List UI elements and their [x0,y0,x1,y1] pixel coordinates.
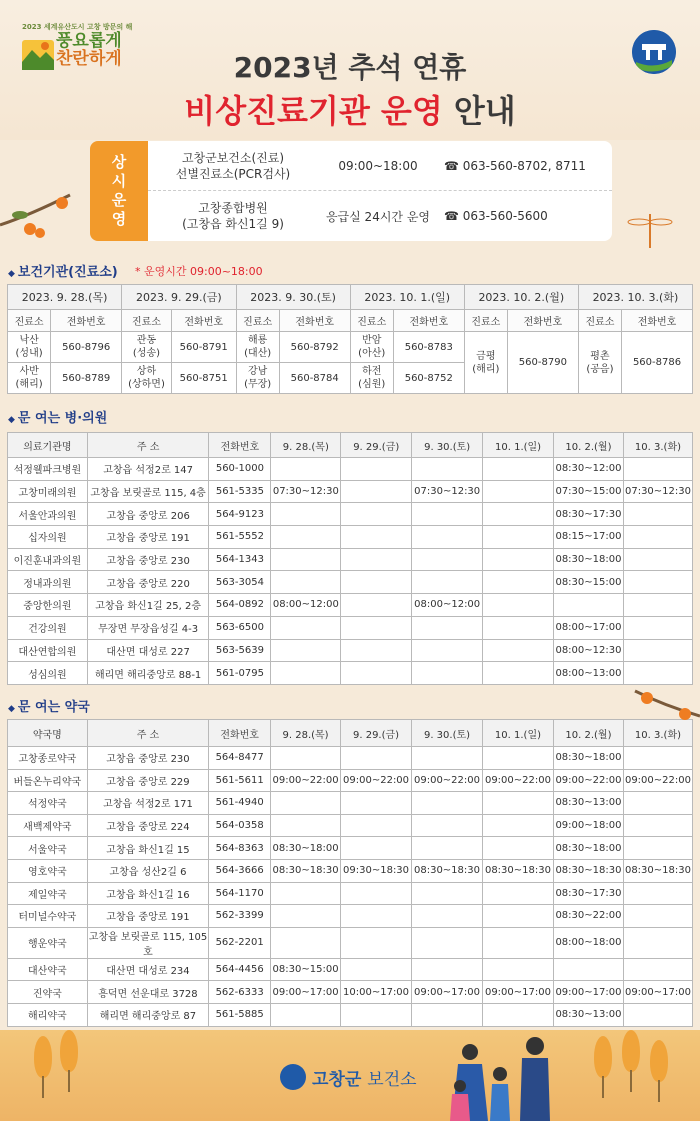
table-cell: 고창미래의원 [8,480,88,503]
table-cell [341,905,412,928]
table-cell [623,905,692,928]
table-cell [483,480,554,503]
table-cell [412,616,483,639]
table-row [8,792,693,815]
table-cell: 고창읍 중앙로 191 [87,526,209,549]
table-cell [623,526,692,549]
table-row [8,747,693,770]
event-big-text-1: 풍요롭게 [56,31,122,51]
table-cell [623,571,692,594]
table-cell: 고창읍 보릿골로 115, 4층 [87,480,209,503]
table-cell: 고창읍 화신1길 25, 2층 [87,594,209,617]
table-cell: 행운약국 [8,927,88,958]
persimmon-branch-icon [625,686,700,726]
table-row [8,1003,693,1026]
table-row [8,882,693,905]
table-row [8,814,693,837]
footer-org-sub: 보건소 [367,1069,417,1090]
table-cell [271,503,341,526]
table-row [8,503,693,526]
column-header: 10. 2.(월) [553,433,623,458]
table-cell [623,662,692,685]
table-cell [271,792,341,815]
table-cell: 08:30~18:00 [553,747,623,770]
table-cell: 무장면 무장읍성길 4-3 [87,616,209,639]
operating-hours-note: * 운영시간 09:00~18:00 [135,265,263,278]
table-cell: 07:30~15:00 [553,480,623,503]
table-cell [341,958,412,981]
column-header: 9. 30.(토) [412,720,483,747]
table-cell: 08:30~13:00 [553,1003,623,1026]
table-cell: 십자의원 [8,526,88,549]
table-cell [271,662,341,685]
table-cell [341,594,412,617]
table-cell: 09:00~17:00 [271,981,341,1004]
table-cell: 564-4456 [209,958,271,981]
table-cell [341,1003,412,1026]
table-cell [482,814,553,837]
table-cell [623,503,692,526]
page-title-black: 안내 [442,92,516,130]
table-cell: 고창읍 중앙로 230 [87,747,209,770]
facility-phone: ☎ 063-560-5600 [444,209,548,223]
table-cell [412,837,483,860]
table-row [8,639,693,662]
table-row [8,526,693,549]
tree-trunk [630,1070,632,1092]
table-cell [623,1003,692,1026]
table-cell: 대산면 대성로 227 [87,639,209,662]
table-cell: 석정약국 [8,792,88,815]
table-cell [623,747,692,770]
table-cell: 성심의원 [8,662,88,685]
column-header: 10. 1.(일) [482,720,553,747]
column-header: 10. 2.(월) [553,720,623,747]
table-row: 낙산 (성내) 560-8796 관동 (성송) 560-8791 해룡 (대산) 560-8792 반암 (아산) 560-8783 금평 (해리) 560-8790 평촌 (공음) 560-8786 [8,332,693,363]
section-title-clinics: ◆ 문 여는 병·의원 [8,411,108,426]
table-cell [482,837,553,860]
table-cell: 버들온누리약국 [8,769,88,792]
table-header-row: 2023. 9. 28.(목) 2023. 9. 29.(금) 2023. 9. 30.(토) 2023. 10. 1.(일) 2023. 10. 2.(월) 2023. 10. 3.(화) [8,285,693,310]
table-cell: 흥덕면 선운대로 3728 [87,981,209,1004]
column-header: 주 소 [87,433,209,458]
table-row [8,837,693,860]
persimmon-branch-icon [0,185,80,255]
table-cell: 09:00~22:00 [341,769,412,792]
table-cell: 08:00~18:00 [553,927,623,958]
facility-name: 고창종합병원 (고창읍 화신1길 9) [182,201,284,231]
table-cell: 09:00~22:00 [482,769,553,792]
page-title-line2 [0,86,700,132]
always-open-box [90,141,612,241]
table-cell: 10:00~17:00 [341,981,412,1004]
table-cell: 09:00~22:00 [412,769,483,792]
always-open-tag [90,141,148,241]
table-cell: 고창읍 중앙로 191 [87,905,209,928]
table-cell: 562-3399 [209,905,271,928]
table-cell [341,814,412,837]
always-open-row [148,141,612,191]
clinic-table [7,432,693,685]
table-cell: 563-3054 [209,571,271,594]
table-cell: 09:00~17:00 [412,981,483,1004]
table-cell: 08:30~18:30 [553,859,623,882]
table-cell [271,814,341,837]
table-cell: 08:30~18:30 [482,859,553,882]
table-cell [412,958,483,981]
tree-icon [60,1030,78,1072]
table-row [8,905,693,928]
table-cell: 고창읍 보릿골로 115, 105호 [87,927,209,958]
table-cell: 09:00~17:00 [553,981,623,1004]
table-cell [271,548,341,571]
column-header: 전화번호 [209,433,271,458]
tree-icon [34,1036,52,1078]
family-illustration-icon [440,1030,560,1121]
table-cell [271,571,341,594]
table-cell: 07:30~12:30 [412,480,483,503]
table-cell [483,548,554,571]
table-cell [623,927,692,958]
event-small-text: 2023 세계유산도시 고창 방문의 해 [22,23,133,31]
table-cell [412,548,483,571]
table-cell: 08:30~18:30 [623,859,692,882]
column-header: 10. 3.(화) [623,720,692,747]
table-cell [412,814,483,837]
table-cell [341,747,412,770]
table-row [8,662,693,685]
table-cell: 564-3666 [209,859,271,882]
table-cell: 대산연합의원 [8,639,88,662]
table-cell [623,458,692,481]
section-title-health-centers: ◆ 보건기관(진료소) [8,265,118,280]
table-cell [483,594,554,617]
table-cell: 08:30~15:00 [553,571,623,594]
table-cell: 08:00~12:30 [553,639,623,662]
table-cell [412,526,483,549]
table-cell [341,480,412,503]
tag-char: 시 [111,172,127,190]
table-row: 사반 (해리) 560-8789 상하 (상하면) 560-8751 강남 (무장) 560-8784 하전 (심원) 560-8752 [8,363,693,394]
table-cell [271,526,341,549]
table-cell: 08:30~17:30 [553,503,623,526]
table-cell: 08:00~13:00 [553,662,623,685]
table-cell [412,792,483,815]
table-cell: 08:30~18:00 [553,548,623,571]
table-cell [482,882,553,905]
tag-char: 운 [111,191,127,209]
table-cell [271,747,341,770]
table-row [8,769,693,792]
health-center-table [7,284,693,394]
table-cell [623,814,692,837]
table-cell [482,792,553,815]
table-cell: 새백제약국 [8,814,88,837]
table-cell [412,662,483,685]
event-big-text-2: 찬란하게 [56,49,122,69]
table-cell: 08:00~17:00 [553,616,623,639]
table-cell [623,548,692,571]
table-cell: 해리약국 [8,1003,88,1026]
table-cell: 562-2201 [209,927,271,958]
table-cell: 07:30~12:30 [623,480,692,503]
table-cell [623,639,692,662]
table-cell: 09:00~22:00 [553,769,623,792]
table-cell: 09:00~22:00 [623,769,692,792]
table-cell [271,927,341,958]
column-header: 9. 29.(금) [341,720,412,747]
tag-char: 상 [111,153,127,171]
table-cell: 08:30~18:30 [412,859,483,882]
table-cell [483,526,554,549]
column-header: 약국명 [8,720,88,747]
table-cell: 562-6333 [209,981,271,1004]
table-cell [341,792,412,815]
table-cell: 진약국 [8,981,88,1004]
table-cell: 고창읍 화신1길 16 [87,882,209,905]
table-cell: 서울약국 [8,837,88,860]
pharmacy-table [7,719,693,1027]
table-cell: 08:30~15:00 [271,958,341,981]
tree-icon [622,1030,640,1072]
table-cell: 08:30~12:00 [553,458,623,481]
table-cell: 08:30~18:30 [271,859,341,882]
table-cell [271,905,341,928]
table-cell [341,548,412,571]
table-cell [553,594,623,617]
tree-trunk [68,1070,70,1092]
table-header-row [8,720,693,747]
table-cell [623,594,692,617]
table-cell [482,747,553,770]
tree-trunk [658,1080,660,1102]
dragonfly-icon [625,210,675,250]
table-cell [412,639,483,662]
table-cell [482,1003,553,1026]
table-cell: 564-9123 [209,503,271,526]
table-cell: 08:30~22:00 [553,905,623,928]
table-row [8,548,693,571]
table-cell [341,526,412,549]
table-cell [341,662,412,685]
table-cell: 고창읍 중앙로 230 [87,548,209,571]
table-cell [271,882,341,905]
table-cell [623,882,692,905]
table-cell: 영호약국 [8,859,88,882]
table-cell [412,458,483,481]
table-cell [341,616,412,639]
table-cell: 08:30~17:30 [553,882,623,905]
column-header: 9. 30.(토) [412,433,483,458]
table-cell: 08:30~18:00 [553,837,623,860]
table-cell: 터미널수약국 [8,905,88,928]
table-cell: 08:00~12:00 [271,594,341,617]
table-row [8,594,693,617]
table-cell: 561-5552 [209,526,271,549]
table-cell: 564-1343 [209,548,271,571]
table-cell [271,458,341,481]
table-cell [412,1003,483,1026]
table-row [8,958,693,981]
column-header: 전화번호 [209,720,271,747]
table-cell [483,616,554,639]
table-cell [623,837,692,860]
table-cell: 561-5611 [209,769,271,792]
table-cell: 07:30~12:30 [271,480,341,503]
table-cell [271,639,341,662]
table-cell: 561-0795 [209,662,271,685]
table-cell: 563-6500 [209,616,271,639]
table-cell: 08:15~17:00 [553,526,623,549]
table-cell: 제일약국 [8,882,88,905]
table-cell [341,639,412,662]
table-cell [483,458,554,481]
facility-hours: 응급실 24시간 운영 [325,209,431,224]
table-cell: 해리면 해리중앙로 88-1 [87,662,209,685]
table-row [8,981,693,1004]
table-cell [623,792,692,815]
table-cell [271,1003,341,1026]
column-header: 10. 3.(화) [623,433,692,458]
table-cell [412,905,483,928]
footer-logo [280,1063,417,1091]
table-cell: 08:00~12:00 [412,594,483,617]
tree-icon [650,1040,668,1082]
table-cell: 대산면 대성로 234 [87,958,209,981]
column-header: 9. 28.(목) [271,433,341,458]
page-title-red: 비상진료기관 운영 [184,92,443,130]
table-cell [623,958,692,981]
table-cell: 고창읍 중앙로 224 [87,814,209,837]
table-cell: 정내과의원 [8,571,88,594]
table-cell [482,958,553,981]
tree-trunk [42,1076,44,1098]
table-cell [341,927,412,958]
table-cell [623,616,692,639]
table-cell [483,571,554,594]
table-cell: 고창읍 화신1길 15 [87,837,209,860]
table-cell [341,882,412,905]
table-cell: 564-1170 [209,882,271,905]
gochang-emblem-icon [280,1064,306,1090]
table-cell [412,571,483,594]
always-open-row [148,191,612,241]
table-cell [483,639,554,662]
table-cell: 석정웰파크병원 [8,458,88,481]
table-cell: 이진훈내과의원 [8,548,88,571]
table-cell: 09:00~17:00 [482,981,553,1004]
table-cell: 09:30~18:30 [341,859,412,882]
table-row [8,927,693,958]
table-cell [341,503,412,526]
footer-org-name: 고창군 [312,1069,362,1090]
table-cell: 564-0892 [209,594,271,617]
table-cell [553,958,623,981]
table-cell [412,747,483,770]
table-row [8,859,693,882]
table-subheader-row: 진료소 전화번호 진료소 전화번호 진료소 전화번호 진료소 전화번호 진료소 전화번호 진료소 전화번호 [8,310,693,332]
table-cell: 09:00~17:00 [623,981,692,1004]
column-header: 9. 29.(금) [341,433,412,458]
table-cell: 08:30~13:00 [553,792,623,815]
table-cell: 08:30~18:00 [271,837,341,860]
table-cell [483,662,554,685]
table-cell: 서울안과의원 [8,503,88,526]
table-cell: 09:00~18:00 [553,814,623,837]
table-cell: 대산약국 [8,958,88,981]
table-cell: 건강의원 [8,616,88,639]
table-cell: 564-0358 [209,814,271,837]
column-header: 주 소 [87,720,209,747]
facility-hours: 09:00~18:00 [338,158,418,173]
tree-trunk [602,1076,604,1098]
table-cell [412,882,483,905]
table-cell [341,571,412,594]
column-header: 의료기관명 [8,433,88,458]
table-cell: 해리면 해리중앙로 87 [87,1003,209,1026]
table-cell [412,503,483,526]
table-cell: 고창읍 중앙로 220 [87,571,209,594]
table-cell: 564-8477 [209,747,271,770]
table-cell [341,837,412,860]
table-cell: 560-1000 [209,458,271,481]
table-cell [341,458,412,481]
table-row [8,458,693,481]
table-cell: 중앙한의원 [8,594,88,617]
facility-name: 고창군보건소(진료) 선별진료소(PCR검사) [175,150,291,181]
table-cell [483,503,554,526]
table-row [8,480,693,503]
always-open-list [148,141,612,241]
table-cell: 고창읍 석정2로 171 [87,792,209,815]
table-cell [482,905,553,928]
table-cell: 564-8363 [209,837,271,860]
table-cell: 고창종로약국 [8,747,88,770]
table-cell: 고창읍 중앙로 229 [87,769,209,792]
table-row [8,616,693,639]
table-cell: 561-5885 [209,1003,271,1026]
section-title-pharmacies: ◆ 문 여는 약국 [8,700,90,715]
table-cell: 고창읍 석정2로 147 [87,458,209,481]
table-header-row [8,433,693,458]
tag-char: 영 [111,210,127,228]
facility-phone: ☎ 063-560-8702, 8711 [444,158,586,173]
column-header: 10. 1.(일) [483,433,554,458]
table-cell: 고창읍 중앙로 206 [87,503,209,526]
tree-icon [594,1036,612,1078]
table-cell: 561-4940 [209,792,271,815]
table-cell [412,927,483,958]
table-cell [271,616,341,639]
table-cell: 561-5335 [209,480,271,503]
table-cell: 고창읍 성산2길 6 [87,859,209,882]
table-cell [482,927,553,958]
column-header: 9. 28.(목) [271,720,341,747]
table-cell: 563-5639 [209,639,271,662]
page-title-line1: 2023년 추석 연휴 [233,51,467,84]
table-row [8,571,693,594]
table-cell: 09:00~22:00 [271,769,341,792]
